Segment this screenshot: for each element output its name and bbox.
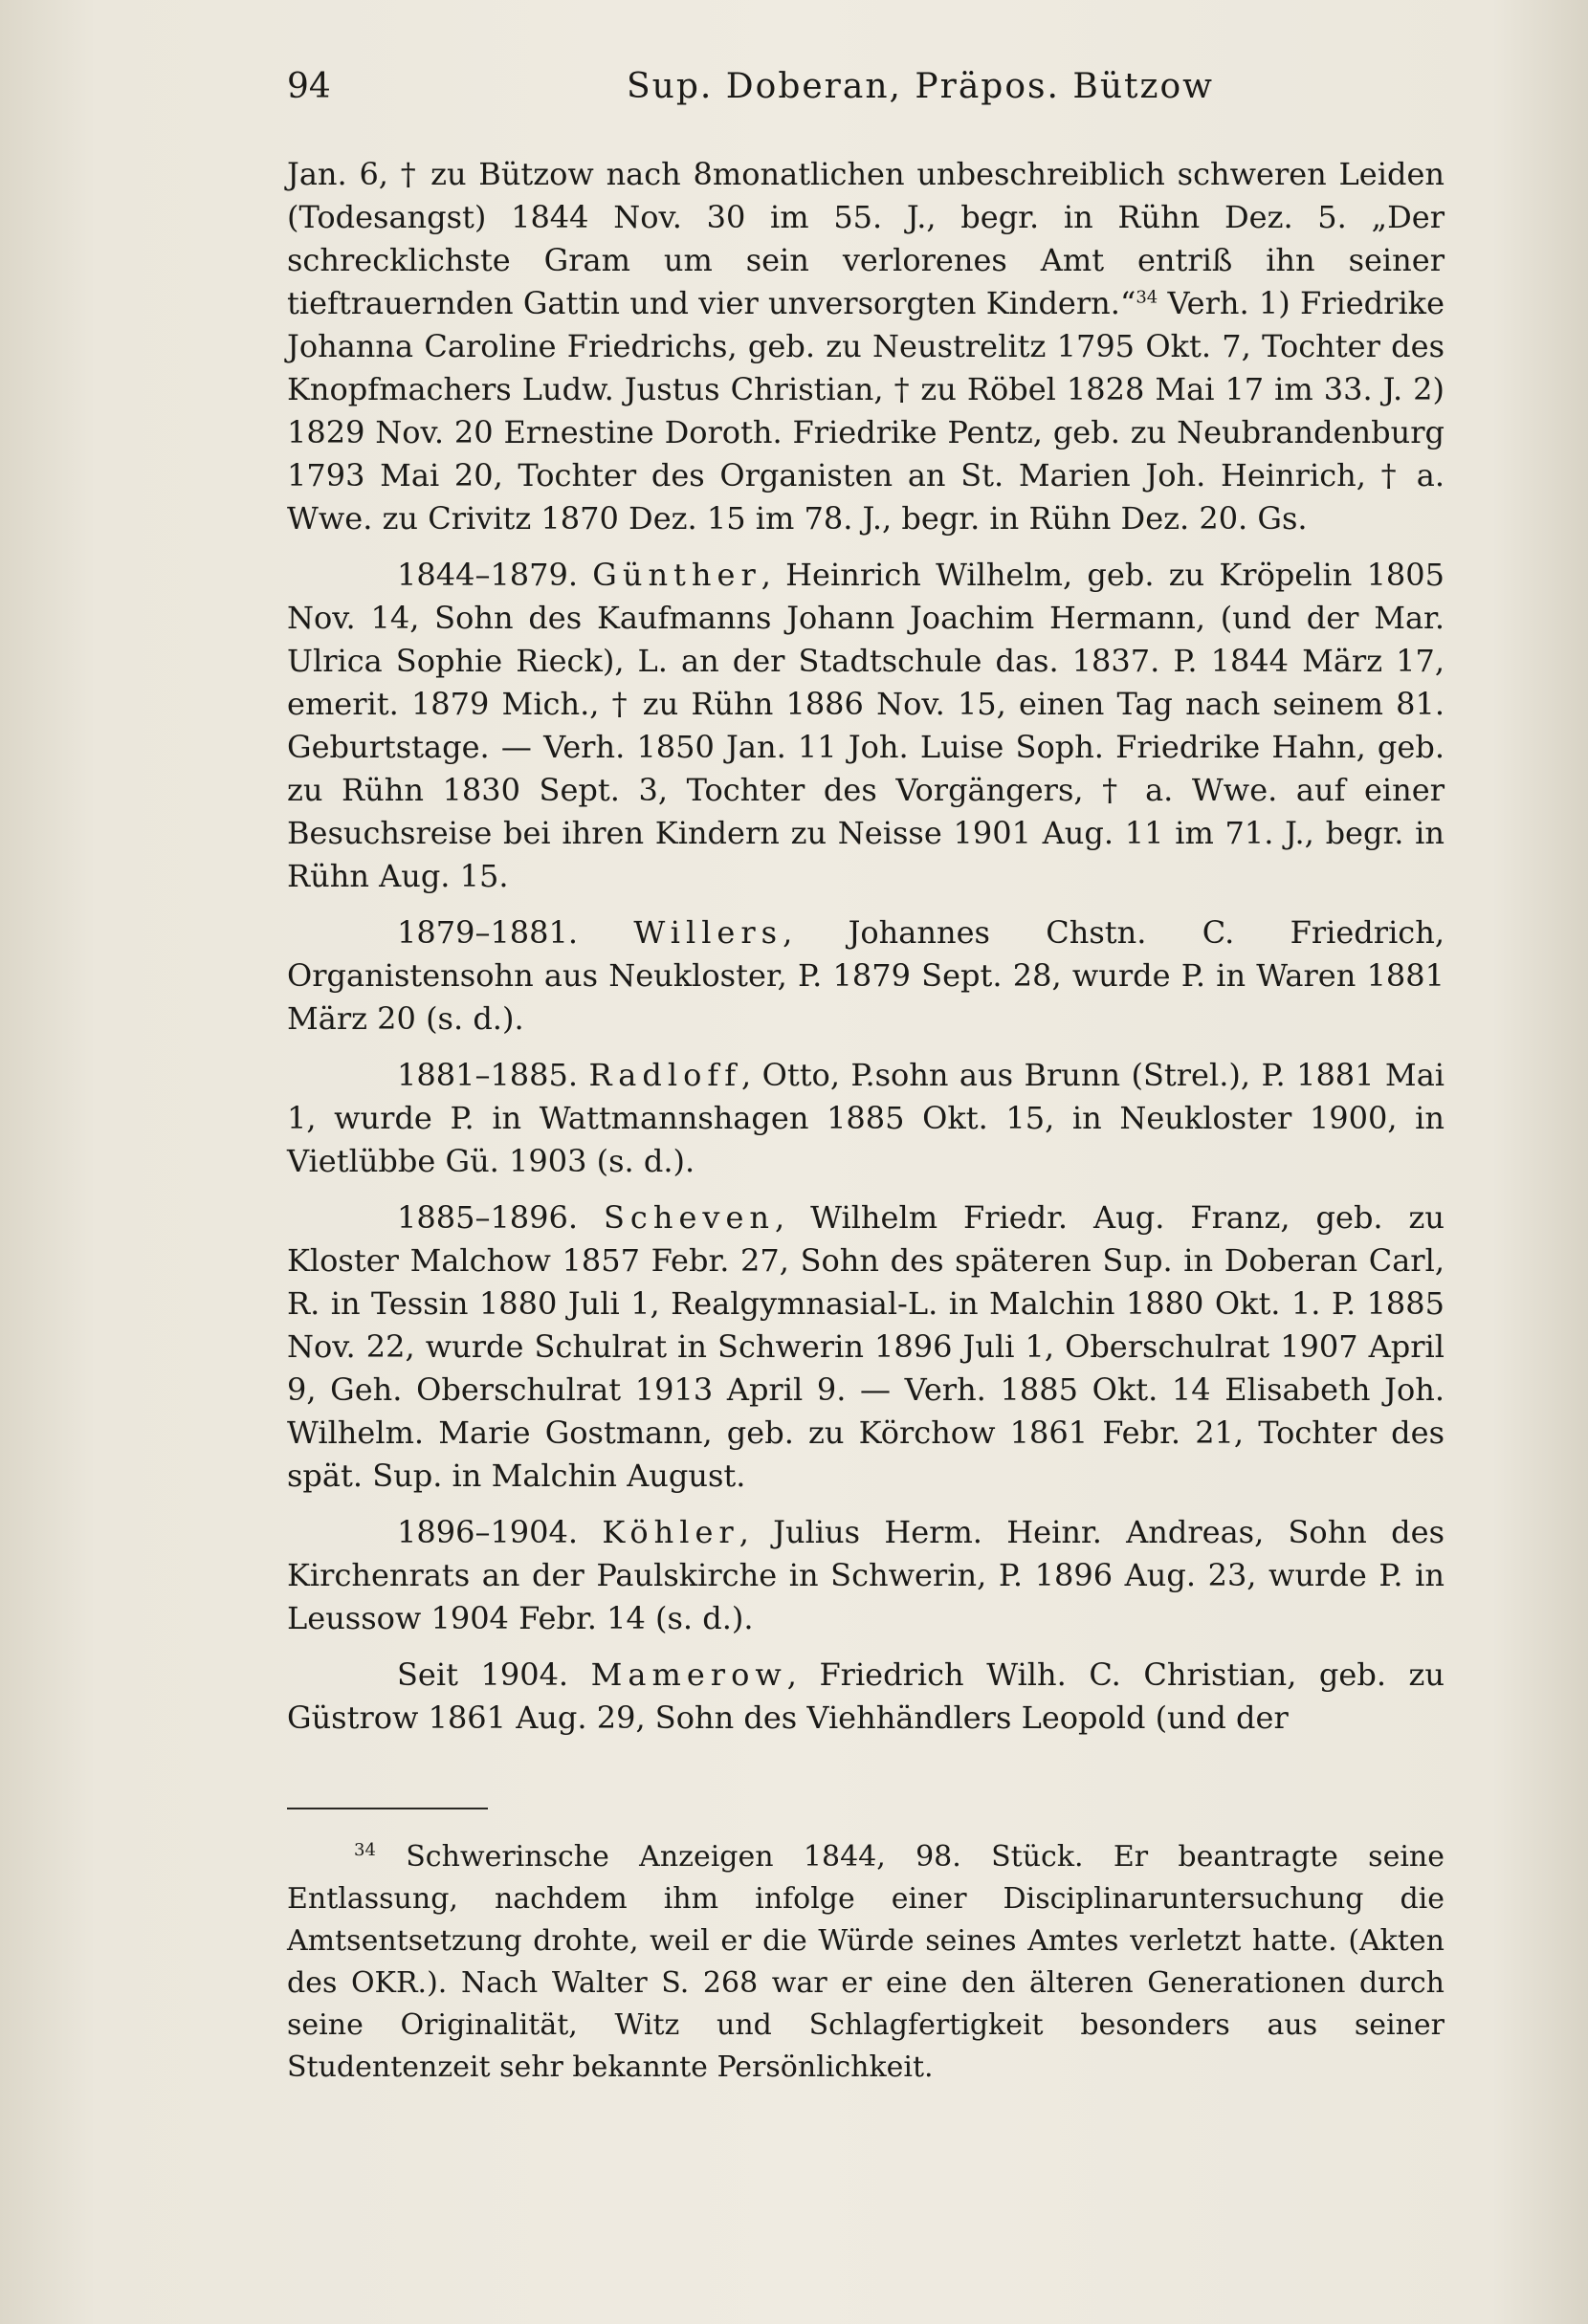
entry-name: Willers	[633, 914, 783, 951]
page-number: 94	[287, 67, 331, 106]
entry-text: Verh. 1) Friedrike Johanna Caroline Friedrichs, geb. zu Neustrelitz 1795 Okt. 7, Tochter des Knopfmachers Ludw. Justus Christian, † zu Röbel 1828 Mai 17 im 33. J. 2) 1829 Nov. 20 Ernestine Doroth. Friedrike Pentz, geb. zu Neubrandenburg 1793 Mai 20, Tochter des Organisten an St. Marien Joh. Heinrich, † a. Wwe. zu Crivitz 1870 Dez. 15 im 78. J., begr. in Rühn Dez. 20. Gs.	[287, 285, 1445, 537]
entry-years: 1896–1904.	[397, 1514, 579, 1550]
entry-text: , Heinrich Wilhelm, geb. zu Kröpelin 1805 Nov. 14, Sohn des Kaufmanns Johann Joachim Hermann, (und der Mar. Ulrica Sophie Rieck), L. an der Stadtschule das. 1837. P. 1844 März 17, emerit. 1879 Mich., † zu Rühn 1886 Nov. 15, einen Tag nach seinem 81. Geburtstage. — Verh. 1850 Jan. 11 Joh. Luise Soph. Friedrike Hahn, geb. zu Rühn 1830 Sept. 3, Tochter des Vorgängers, † a. Wwe. auf einer Besuchsreise bei ihren Kindern zu Neisse 1901 Aug. 11 im 71. J., begr. in Rühn Aug. 15.	[287, 557, 1445, 894]
footnote-reference: 34	[1136, 287, 1158, 308]
entry-years: Seit 1904.	[397, 1656, 569, 1693]
running-head: Sup. Doberan, Präpos. Bützow	[627, 67, 1214, 106]
entry-radloff	[287, 1054, 1445, 1183]
entry-text: , Otto, P.sohn aus Brunn (Strel.), P. 1881 Mai 1, wurde P. in Wattmannshagen 1885 Okt. 15, in Neukloster 1900, in Vietlübbe Gü. 1903 (s. d.).	[287, 1057, 1445, 1179]
body-text	[287, 153, 1445, 1753]
entry-guenther	[287, 554, 1445, 898]
entry-text: , Julius Herm. Heinr. Andreas, Sohn des Kirchenrats an der Paulskirche in Schwerin, P. 1896 Aug. 23, wurde P. in Leussow 1904 Febr. 14 (s. d.).	[287, 1514, 1445, 1636]
entry-years: 1844–1879.	[397, 557, 579, 593]
entry-scheven	[287, 1196, 1445, 1498]
entry-continued	[287, 153, 1445, 540]
entry-text: , Johannes Chstn. C. Friedrich, Organistensohn aus Neukloster, P. 1879 Sept. 28, wurde P. in Waren 1881 März 20 (s. d.).	[287, 914, 1445, 1037]
entry-text: , Friedrich Wilh. C. Christian, geb. zu Güstrow 1861 Aug. 29, Sohn des Viehhändlers Leopold (und der	[287, 1656, 1445, 1736]
entry-willers	[287, 911, 1445, 1041]
entry-years: 1879–1881.	[397, 914, 579, 951]
entry-name: Köhler	[602, 1514, 739, 1550]
entry-name: Scheven	[604, 1199, 776, 1236]
page-header	[287, 67, 1445, 124]
entry-name: Mamerow	[590, 1656, 787, 1693]
footnote-separator	[287, 1808, 488, 1809]
footnote-text: Schwerinsche Anzeigen 1844, 98. Stück. Er beantragte seine Entlassung, nachdem ihm infolge einer Disciplinaruntersuchung die Amtsentsetzung drohte, weil er die Würde seines Amtes verletzt hatte. (Akten des OKR.). Nach Walter S. 268 war er eine den älteren Generationen durch seine Originalität, Witz und Schlagfertigkeit besonders aus seiner Studentenzeit sehr bekannte Persönlichkeit.	[287, 1840, 1445, 2084]
entry-name: Radloff	[588, 1057, 742, 1093]
entry-koehler	[287, 1511, 1445, 1640]
footnotes	[287, 1836, 1445, 2089]
entry-mamerow	[287, 1654, 1445, 1740]
footnote-34	[287, 1836, 1445, 2089]
entry-text: Jan. 6, † zu Bützow nach 8monatlichen unbeschreiblich schweren Leiden (Todesangst) 1844 Nov. 30 im 55. J., begr. in Rühn Dez. 5. „Der schrecklichste Gram um sein verlorenes Amt entriß ihn seiner tieftrauernden Gattin und vier unversorgten Kindern.“	[287, 156, 1445, 321]
entry-name: Günther	[592, 557, 761, 593]
entry-years: 1885–1896.	[397, 1199, 579, 1236]
entry-years: 1881–1885.	[397, 1057, 579, 1093]
footnote-marker: 34	[354, 1840, 376, 1860]
entry-text: , Wilhelm Friedr. Aug. Franz, geb. zu Kloster Malchow 1857 Febr. 27, Sohn des späteren Sup. in Doberan Carl, R. in Tessin 1880 Juli 1, Realgymnasial-L. in Malchin 1880 Okt. 1. P. 1885 Nov. 22, wurde Schulrat in Schwerin 1896 Juli 1, Oberschulrat 1907 April 9, Geh. Oberschulrat 1913 April 9. — Verh. 1885 Okt. 14 Elisabeth Joh. Wilhelm. Marie Gostmann, geb. zu Körchow 1861 Febr. 21, Tochter des spät. Sup. in Malchin August.	[287, 1199, 1445, 1494]
